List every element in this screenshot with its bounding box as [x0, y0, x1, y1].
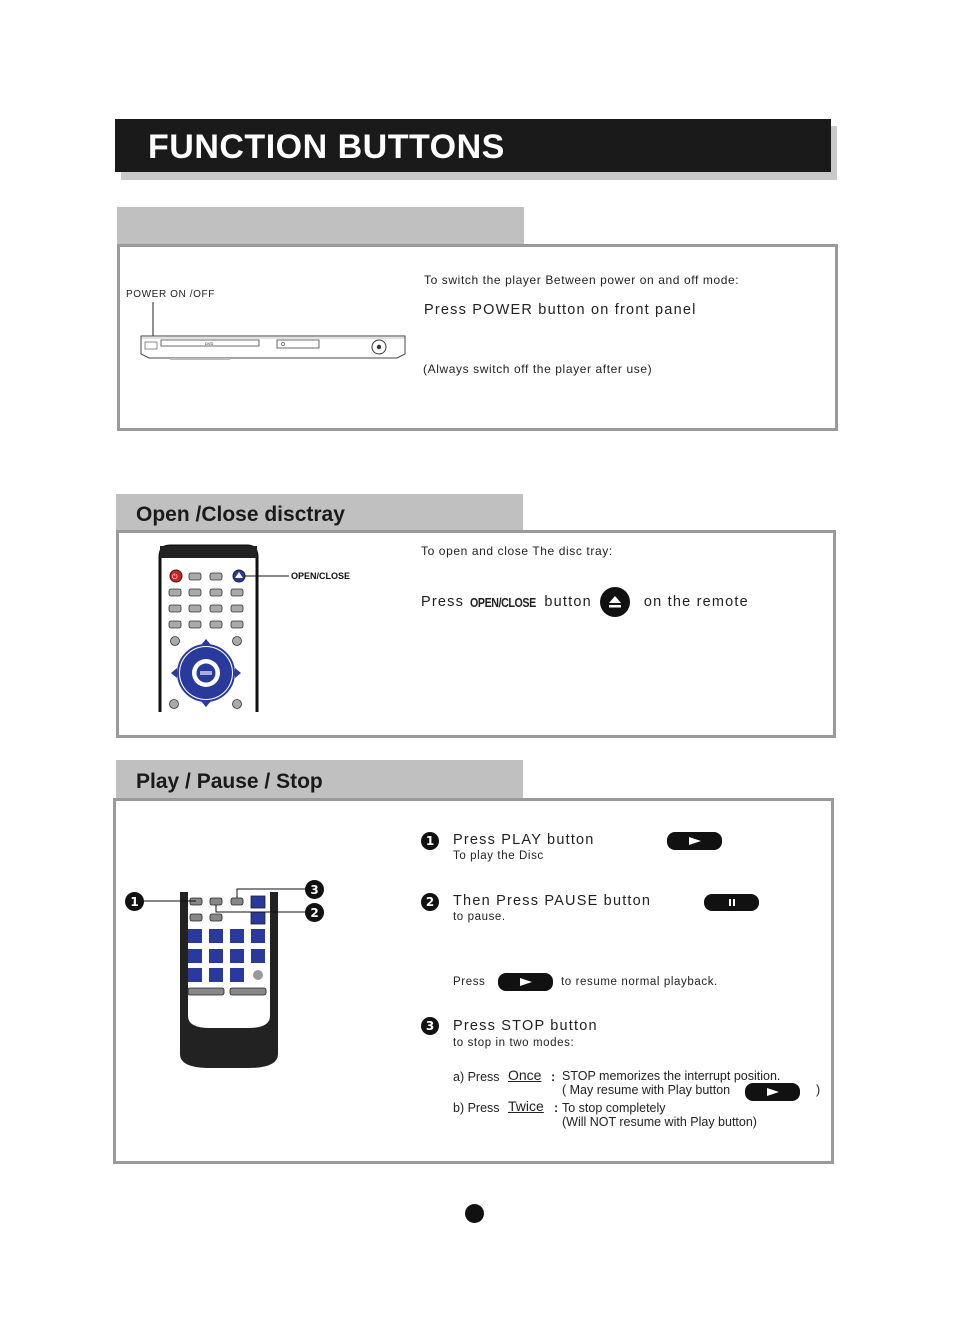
option-a-close: )	[816, 1083, 821, 1097]
callout-3: 3	[305, 880, 324, 899]
step-2-number: 2	[421, 893, 439, 911]
eject-icon	[600, 587, 630, 617]
step-2-sub: to pause.	[453, 911, 506, 923]
remote-control-top	[155, 543, 360, 715]
open-close-callout-label: OPEN/CLOSE	[291, 571, 351, 581]
play-heading: Play / Pause / Stop	[136, 770, 323, 793]
svg-text:⏻: ⏻	[172, 573, 178, 581]
resume-text: to resume normal playback.	[561, 976, 718, 988]
option-b-word	[508, 1098, 544, 1114]
step-1-title: Press PLAY button	[453, 832, 595, 848]
open-close-instruction	[421, 587, 749, 617]
twice-word: Twice	[508, 1098, 544, 1114]
dvd-player-front-panel	[135, 298, 410, 364]
step-1-number: 1	[421, 832, 439, 850]
option-b-desc2: (Will NOT resume with Play button)	[562, 1115, 757, 1129]
page-title: FUNCTION BUTTONS	[148, 128, 505, 166]
power-section-tab	[117, 207, 524, 245]
option-b-prefix: b) Press	[453, 1101, 500, 1115]
option-a-desc2: ( May resume with Play button	[562, 1083, 731, 1097]
power-instruction: Press POWER button on front panel	[424, 302, 697, 318]
open-close-intro: To open and close The disc tray:	[421, 544, 613, 558]
button-word: button	[544, 594, 592, 610]
resume-press: Press	[453, 976, 486, 988]
power-device-label: POWER ON /OFF	[126, 289, 215, 300]
option-b-colon: :	[554, 1101, 559, 1115]
power-note: (Always switch off the player after use)	[423, 362, 653, 376]
open-close-heading: Open /Close disctray	[136, 503, 345, 526]
option-a-colon: :	[551, 1070, 556, 1084]
step-1-sub: To play the Disc	[453, 850, 544, 862]
step-3-number: 3	[421, 1017, 439, 1035]
remote-control-bottom	[120, 876, 335, 1072]
power-intro: To switch the player Between power on and off mode:	[424, 273, 740, 287]
on-the-remote: on the remote	[643, 594, 749, 610]
page-number-dot	[465, 1204, 484, 1223]
pause-button-icon	[704, 894, 759, 911]
open-close-button-name: OPEN/CLOSE	[470, 594, 536, 610]
play-button-icon	[667, 832, 722, 850]
step-3-sub: to stop in two modes:	[453, 1037, 575, 1049]
step-3-title: Press STOP button	[453, 1018, 598, 1034]
resume-play-button-icon	[498, 973, 553, 991]
option-a-desc: STOP memorizes the interrupt position.	[562, 1069, 781, 1083]
step-2-title: Then Press PAUSE button	[453, 893, 652, 909]
option-a-play-button-icon	[745, 1083, 800, 1101]
option-a-word	[508, 1067, 541, 1083]
callout-1: 1	[125, 892, 144, 911]
option-b-desc: To stop completely	[562, 1101, 666, 1115]
press-word: Press	[421, 594, 465, 610]
once-word: Once	[508, 1067, 542, 1083]
option-a-prefix: a) Press	[453, 1070, 500, 1084]
callout-2: 2	[305, 903, 324, 922]
svg-text:DVD: DVD	[205, 341, 214, 346]
